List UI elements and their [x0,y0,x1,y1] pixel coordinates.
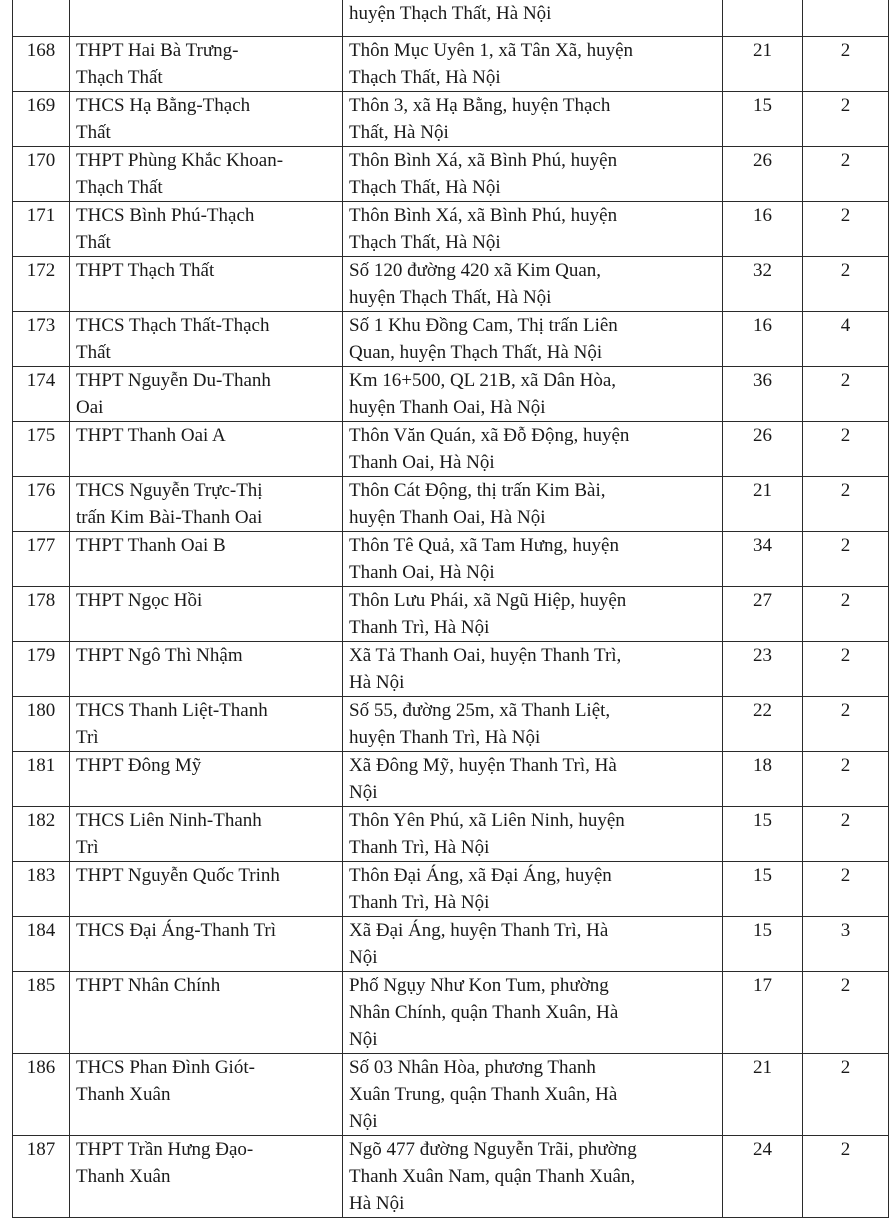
count-cell: 2 [803,971,889,1053]
rooms-cell: 34 [723,531,803,586]
rooms-cell: 21 [723,476,803,531]
school-name-cell: THPT Nguyễn Quốc Trinh [70,861,343,916]
table-row [13,36,889,91]
stt-cell: 173 [13,311,70,366]
address-cell: Thôn Yên Phú, xã Liên Ninh, huyện Thanh Trì, Hà Nội [343,806,723,861]
school-name-cell: THPT Đông Mỹ [70,751,343,806]
school-name-cell: THPT Ngô Thì Nhậm [70,641,343,696]
count-cell [803,0,889,36]
stt-cell: 185 [13,971,70,1053]
school-name-cell: THCS Liên Ninh-Thanh Trì [70,806,343,861]
address-cell: Số 55, đường 25m, xã Thanh Liệt, huyện Thanh Trì, Hà Nội [343,696,723,751]
rooms-cell: 27 [723,586,803,641]
school-name-cell: THCS Bình Phú-Thạch Thất [70,201,343,256]
address-cell: Thôn Đại Áng, xã Đại Áng, huyện Thanh Trì, Hà Nội [343,861,723,916]
rooms-cell [723,0,803,36]
stt-cell: 169 [13,91,70,146]
address-cell: Phố Ngụy Như Kon Tum, phường Nhân Chính, quận Thanh Xuân, Hà Nội [343,971,723,1053]
address-cell: Số 1 Khu Đồng Cam, Thị trấn Liên Quan, huyện Thạch Thất, Hà Nội [343,311,723,366]
school-name-cell [70,0,343,36]
address-cell: Thôn 3, xã Hạ Bằng, huyện Thạch Thất, Hà Nội [343,91,723,146]
address-cell: huyện Thạch Thất, Hà Nội [343,0,723,36]
count-cell: 2 [803,1053,889,1135]
school-name-cell: THPT Ngọc Hồi [70,586,343,641]
stt-cell: 184 [13,916,70,971]
school-name-cell: THCS Phan Đình Giót- Thanh Xuân [70,1053,343,1135]
rooms-cell: 23 [723,641,803,696]
address-cell: Km 16+500, QL 21B, xã Dân Hòa, huyện Thanh Oai, Hà Nội [343,366,723,421]
school-name-cell: THPT Nguyễn Du-Thanh Oai [70,366,343,421]
table-row [13,971,889,1053]
address-cell: Xã Tả Thanh Oai, huyện Thanh Trì, Hà Nội [343,641,723,696]
stt-cell: 178 [13,586,70,641]
count-cell: 2 [803,476,889,531]
count-cell: 2 [803,366,889,421]
table-row [13,476,889,531]
count-cell: 2 [803,586,889,641]
table-row-continuation [13,0,889,36]
rooms-cell: 22 [723,696,803,751]
school-name-cell: THCS Nguyễn Trực-Thị trấn Kim Bài-Thanh Oai [70,476,343,531]
school-name-cell: THCS Hạ Bằng-Thạch Thất [70,91,343,146]
stt-cell: 168 [13,36,70,91]
address-cell: Thôn Mục Uyên 1, xã Tân Xã, huyện Thạch Thất, Hà Nội [343,36,723,91]
table-row [13,916,889,971]
count-cell: 2 [803,201,889,256]
address-cell: Số 03 Nhân Hòa, phương Thanh Xuân Trung, quận Thanh Xuân, Hà Nội [343,1053,723,1135]
school-name-cell: THPT Phùng Khắc Khoan- Thạch Thất [70,146,343,201]
stt-cell: 181 [13,751,70,806]
stt-cell: 171 [13,201,70,256]
stt-cell: 180 [13,696,70,751]
table-row [13,586,889,641]
count-cell: 2 [803,146,889,201]
stt-cell: 186 [13,1053,70,1135]
address-cell: Ngõ 477 đường Nguyễn Trãi, phường Thanh Xuân Nam, quận Thanh Xuân, Hà Nội [343,1135,723,1217]
table-row [13,861,889,916]
count-cell: 4 [803,311,889,366]
address-cell: Thôn Bình Xá, xã Bình Phú, huyện Thạch Thất, Hà Nội [343,201,723,256]
table-row [13,366,889,421]
table-row [13,641,889,696]
stt-cell: 176 [13,476,70,531]
stt-cell: 179 [13,641,70,696]
rooms-cell: 36 [723,366,803,421]
rooms-cell: 15 [723,91,803,146]
table-row [13,256,889,311]
rooms-cell: 26 [723,146,803,201]
count-cell: 2 [803,256,889,311]
stt-cell: 175 [13,421,70,476]
school-name-cell: THPT Trần Hưng Đạo- Thanh Xuân [70,1135,343,1217]
stt-cell: 177 [13,531,70,586]
table-row [13,531,889,586]
school-name-cell: THPT Hai Bà Trưng- Thạch Thất [70,36,343,91]
count-cell: 2 [803,421,889,476]
school-name-cell: THCS Thạch Thất-Thạch Thất [70,311,343,366]
rooms-cell: 32 [723,256,803,311]
rooms-cell: 26 [723,421,803,476]
school-name-cell: THPT Thạch Thất [70,256,343,311]
count-cell: 2 [803,531,889,586]
stt-cell: 182 [13,806,70,861]
table-row [13,751,889,806]
count-cell: 2 [803,861,889,916]
table-row [13,146,889,201]
table-row [13,311,889,366]
rooms-cell: 21 [723,36,803,91]
rooms-cell: 16 [723,311,803,366]
table-row [13,806,889,861]
rooms-cell: 21 [723,1053,803,1135]
address-cell: Xã Đại Áng, huyện Thanh Trì, Hà Nội [343,916,723,971]
rooms-cell: 24 [723,1135,803,1217]
rooms-cell: 15 [723,916,803,971]
table-row [13,421,889,476]
count-cell: 3 [803,916,889,971]
school-name-cell: THPT Thanh Oai A [70,421,343,476]
count-cell: 2 [803,641,889,696]
table-row [13,696,889,751]
address-cell: Thôn Cát Động, thị trấn Kim Bài, huyện Thanh Oai, Hà Nội [343,476,723,531]
table-row [13,1053,889,1135]
rooms-cell: 16 [723,201,803,256]
school-name-cell: THCS Đại Áng-Thanh Trì [70,916,343,971]
rooms-cell: 17 [723,971,803,1053]
rooms-cell: 15 [723,861,803,916]
table-row [13,91,889,146]
stt-cell: 183 [13,861,70,916]
school-table [12,0,889,1218]
count-cell: 2 [803,91,889,146]
address-cell: Thôn Lưu Phái, xã Ngũ Hiệp, huyện Thanh Trì, Hà Nội [343,586,723,641]
address-cell: Xã Đông Mỹ, huyện Thanh Trì, Hà Nội [343,751,723,806]
rooms-cell: 15 [723,806,803,861]
count-cell: 2 [803,751,889,806]
stt-cell: 170 [13,146,70,201]
table-body [13,0,889,1217]
school-name-cell: THPT Nhân Chính [70,971,343,1053]
stt-cell: 172 [13,256,70,311]
stt-cell: 187 [13,1135,70,1217]
stt-cell: 174 [13,366,70,421]
school-name-cell: THCS Thanh Liệt-Thanh Trì [70,696,343,751]
count-cell: 2 [803,1135,889,1217]
school-name-cell: THPT Thanh Oai B [70,531,343,586]
address-cell: Số 120 đường 420 xã Kim Quan, huyện Thạch Thất, Hà Nội [343,256,723,311]
table-row [13,1135,889,1217]
count-cell: 2 [803,36,889,91]
count-cell: 2 [803,806,889,861]
rooms-cell: 18 [723,751,803,806]
stt-cell [13,0,70,36]
address-cell: Thôn Tê Quả, xã Tam Hưng, huyện Thanh Oai, Hà Nội [343,531,723,586]
table-row [13,201,889,256]
address-cell: Thôn Văn Quán, xã Đỗ Động, huyện Thanh Oai, Hà Nội [343,421,723,476]
address-cell: Thôn Bình Xá, xã Bình Phú, huyện Thạch Thất, Hà Nội [343,146,723,201]
count-cell: 2 [803,696,889,751]
